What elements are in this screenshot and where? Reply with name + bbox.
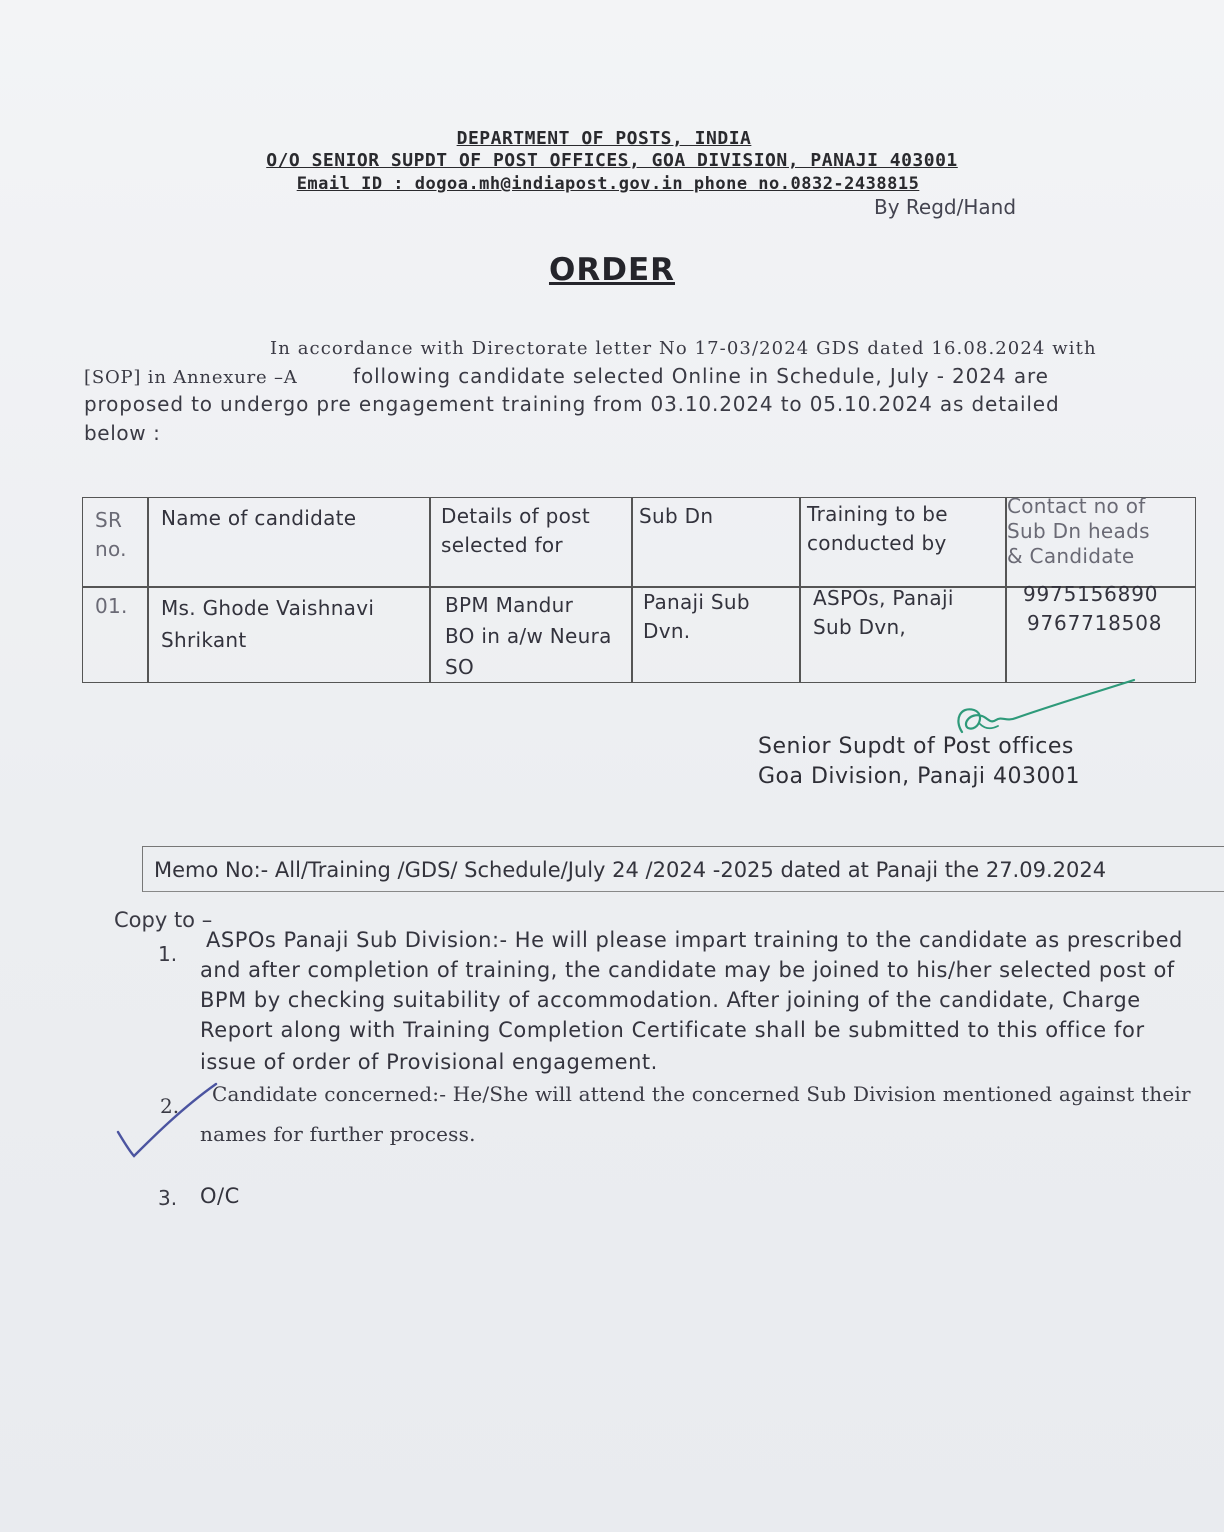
copy-item-2-line-2: names for further process. <box>200 1122 476 1146</box>
row-contact-line: 9975156890 <box>1023 582 1159 606</box>
header-training <box>807 500 948 558</box>
copy-item-3-text: O/C <box>200 1184 240 1208</box>
row-training-line: Sub Dvn, <box>813 615 907 639</box>
header-training-line: Training to be <box>807 502 948 526</box>
delivery-mode: By Regd/Hand <box>874 195 1017 219</box>
copy-item-1-line-3: BPM by checking suitability of accommodation. After joining of the candidate, Charge <box>200 988 1141 1012</box>
row-subdn-line: Panaji Sub <box>643 590 750 614</box>
copy-item-3-number: 3. <box>158 1186 178 1210</box>
header-contact-line: Contact no of <box>1007 494 1146 518</box>
row-name-line: Shrikant <box>161 628 247 652</box>
header-sr-line: SR <box>95 508 123 532</box>
intro-line-2a: [SOP] in Annexure –A <box>84 367 298 388</box>
table-col-divider <box>799 498 801 682</box>
copy-item-1-line-2: and after completion of training, the candidate may be joined to his/her selected post of <box>200 958 1175 982</box>
intro-line-2b: following candidate selected Online in Schedule, July - 2024 are <box>353 364 1049 388</box>
copy-item-2-line-1: Candidate concerned:- He/She will attend the concerned Sub Division mentioned against their <box>212 1082 1191 1106</box>
office-heading: O/O SENIOR SUPDT OF POST OFFICES, GOA DIVISION, PANAJI 403001 <box>266 150 958 171</box>
intro-line-4: below : <box>84 421 161 445</box>
copy-item-1-line-1: ASPOs Panaji Sub Division:- He will please impart training to the candidate as prescribed <box>206 928 1183 952</box>
row-subdn <box>643 588 750 646</box>
tick-mark-icon <box>112 1078 222 1162</box>
header-post-line: Details of post <box>441 504 591 528</box>
order-title: ORDER <box>548 252 675 288</box>
header-subdn: Sub Dn <box>639 504 714 528</box>
copy-item-1-number: 1. <box>158 942 178 966</box>
table-col-divider <box>631 498 633 682</box>
header-training-line: conducted by <box>807 531 947 555</box>
table-col-divider <box>429 498 431 682</box>
row-contact <box>1023 580 1162 638</box>
copy-item-2-number: 2. <box>160 1094 180 1118</box>
department-heading: DEPARTMENT OF POSTS, INDIA <box>456 128 752 149</box>
header-contact <box>1007 494 1150 569</box>
row-name <box>161 592 374 656</box>
signatory-address: Goa Division, Panaji 403001 <box>758 764 1081 789</box>
candidate-table <box>82 494 1196 683</box>
header-sr <box>95 506 127 564</box>
copy-to-label: Copy to – <box>114 908 213 932</box>
row-training <box>813 584 954 642</box>
contact-line: Email ID : dogoa.mh@indiapost.gov.in phone no.0832-2438815 <box>296 174 920 194</box>
header-sr-line: no. <box>95 537 127 561</box>
signatory-title: Senior Supdt of Post offices <box>758 734 1074 759</box>
copy-item-1-line-5: issue of order of Provisional engagement. <box>200 1050 658 1074</box>
header-contact-line: Sub Dn heads <box>1007 519 1150 543</box>
row-post-line: BO in a/w Neura <box>445 624 612 648</box>
header-name: Name of candidate <box>161 506 357 530</box>
row-training-line: ASPOs, Panaji <box>813 586 954 610</box>
row-post <box>445 590 612 683</box>
row-post-line: SO <box>445 655 475 679</box>
row-subdn-line: Dvn. <box>643 619 691 643</box>
table-col-divider <box>147 498 149 682</box>
intro-line-3: proposed to undergo pre engagement training from 03.10.2024 to 05.10.2024 as detailed <box>84 392 1060 416</box>
row-name-line: Ms. Ghode Vaishnavi <box>161 596 375 620</box>
memo-number: Memo No:- All/Training /GDS/ Schedule/July 24 /2024 -2025 dated at Panaji the 27.09.2024 <box>154 858 1107 882</box>
row-post-line: BPM Mandur <box>445 593 574 617</box>
header-post <box>441 502 590 560</box>
header-contact-line: & Candidate <box>1007 544 1135 568</box>
intro-line-1: In accordance with Directorate letter No 17-03/2024 GDS dated 16.08.2024 with <box>270 338 1097 359</box>
copy-item-1-line-4: Report along with Training Completion Certificate shall be submitted to this office for <box>200 1018 1145 1042</box>
row-contact-line: 9767718508 <box>1027 611 1163 635</box>
row-sr: 01. <box>95 594 128 618</box>
header-post-line: selected for <box>441 533 563 557</box>
